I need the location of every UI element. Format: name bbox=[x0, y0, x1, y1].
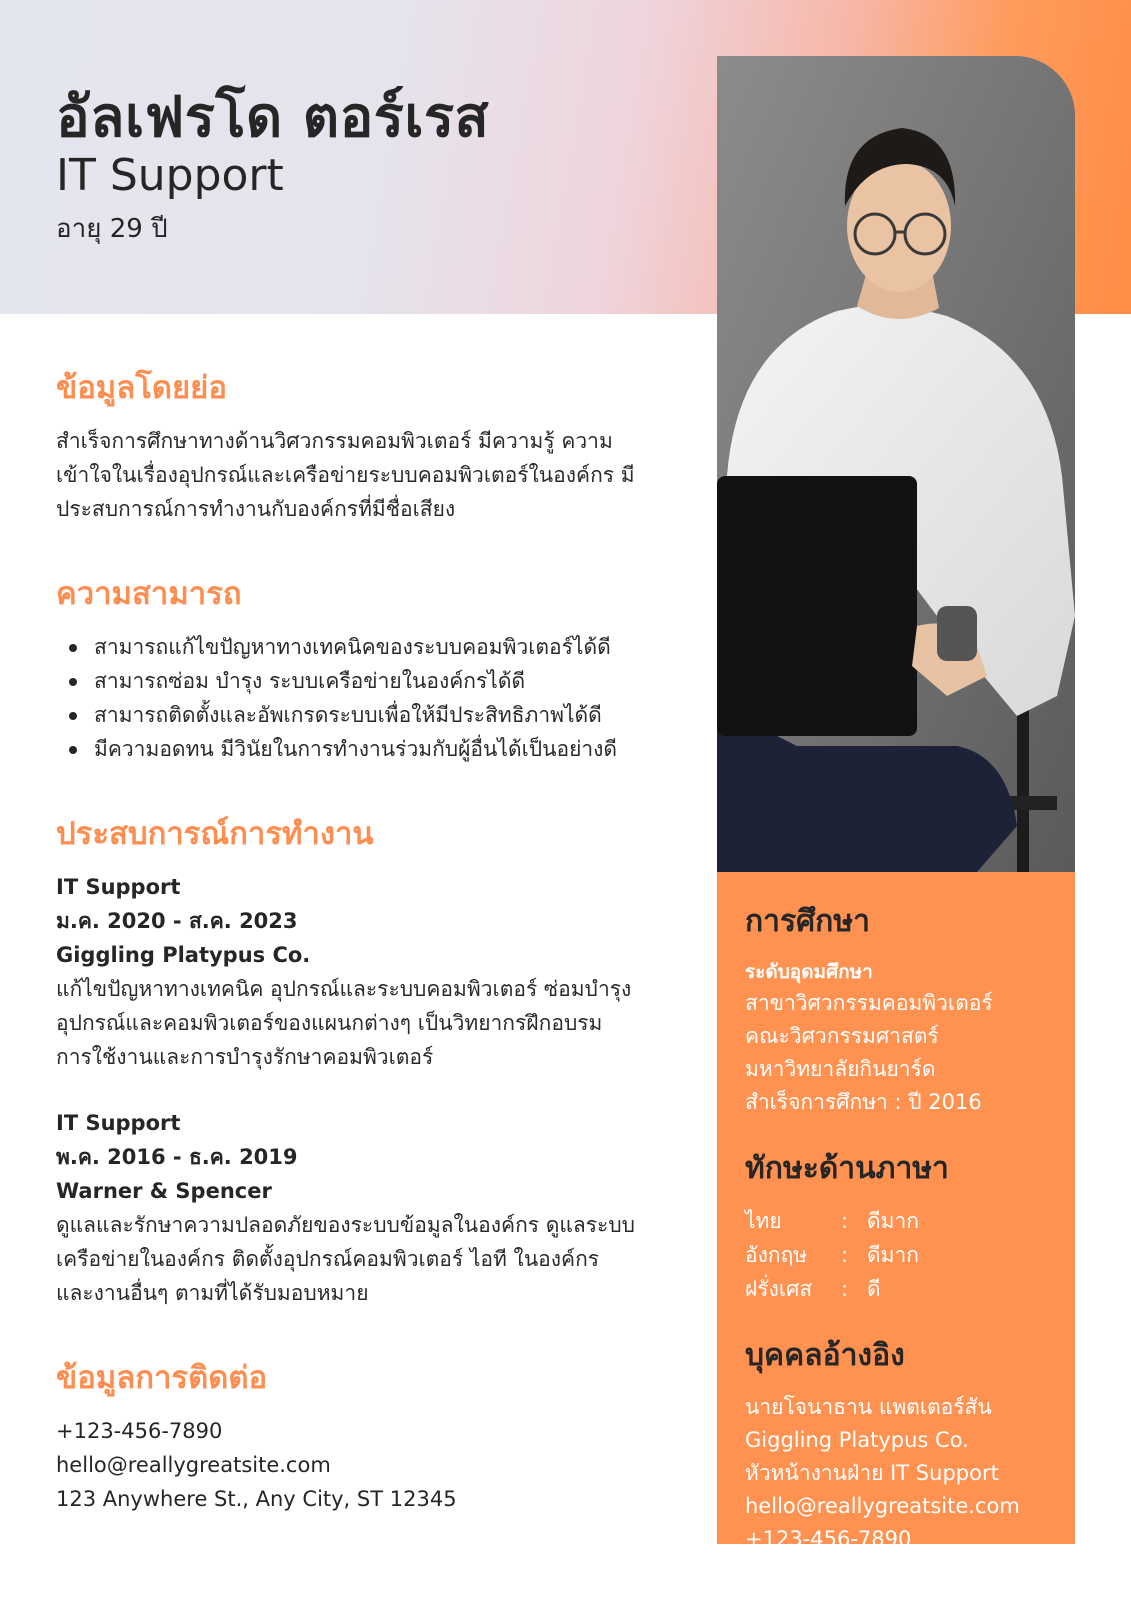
contact-section bbox=[56, 1352, 676, 1516]
job-entry-description: แก้ไขปัญหาทางเทคนิค อุปกรณ์และระบบคอมพิวเตอร์ ซ่อมบำรุง bbox=[56, 977, 632, 1001]
language-row bbox=[745, 1204, 1047, 1238]
summary-line: สำเร็จการศึกษาทางด้านวิศวกรรมคอมพิวเตอร์ มีความรู้ ความ bbox=[56, 429, 613, 453]
job-entry-period: พ.ค. 2016 - ธ.ค. 2019 bbox=[56, 1145, 298, 1169]
sidebar-panel bbox=[717, 872, 1075, 1551]
contact-phone: +123-456-7890 bbox=[56, 1419, 223, 1443]
summary-heading: ข้อมูลโดยย่อ bbox=[56, 370, 227, 406]
reference-email: hello@reallygreatsite.com bbox=[745, 1494, 1020, 1518]
education-line: คณะวิศวกรรมศาสตร์ bbox=[745, 1024, 939, 1048]
reference-name: นายโจนาธาน แพตเตอร์สัน bbox=[745, 1395, 992, 1419]
job-entry bbox=[56, 870, 676, 1074]
job-entry-company: Warner & Spencer bbox=[56, 1179, 272, 1203]
candidate-age: อายุ 29 ปี bbox=[56, 214, 168, 244]
summary-line: เข้าใจในเรื่องอุปกรณ์และเครือข่ายระบบคอมพิวเตอร์ในองค์กร มี bbox=[56, 463, 635, 487]
language-row bbox=[745, 1272, 1047, 1306]
language-row bbox=[745, 1238, 1047, 1272]
language-level: ดีมาก bbox=[867, 1243, 919, 1267]
language-level: ดี bbox=[867, 1277, 881, 1301]
languages-section bbox=[745, 1145, 1047, 1306]
contact-email: hello@reallygreatsite.com bbox=[56, 1453, 331, 1477]
language-level: ดีมาก bbox=[867, 1209, 919, 1233]
language-separator: : bbox=[841, 1277, 849, 1301]
job-entry-description: และงานอื่นๆ ตามที่ได้รับมอบหมาย bbox=[56, 1281, 369, 1305]
reference-heading: บุคคลอ้างอิง bbox=[745, 1338, 905, 1373]
contact-heading: ข้อมูลการติดต่อ bbox=[56, 1360, 268, 1396]
reference-position: หัวหน้างานฝ่าย IT Support bbox=[745, 1461, 999, 1485]
job-entry-title: IT Support bbox=[56, 1111, 181, 1135]
education-section bbox=[745, 898, 1047, 1119]
job-entry-title: IT Support bbox=[56, 875, 181, 899]
skills-section bbox=[56, 568, 676, 766]
job-entry-period: ม.ค. 2020 - ส.ค. 2023 bbox=[56, 909, 298, 933]
contact-address: 123 Anywhere St., Any City, ST 12345 bbox=[56, 1487, 457, 1511]
profile-photo bbox=[717, 56, 1075, 872]
skill-item: สามารถแก้ไขปัญหาทางเทคนิคของระบบคอมพิวเตอร์ได้ดี bbox=[56, 630, 676, 664]
languages-heading: ทักษะด้านภาษา bbox=[745, 1151, 949, 1186]
language-separator: : bbox=[841, 1243, 849, 1267]
profile-photo-illustration bbox=[717, 56, 1075, 872]
education-line: สาขาวิศวกรรมคอมพิวเตอร์ bbox=[745, 991, 993, 1015]
job-entry-company: Giggling Platypus Co. bbox=[56, 943, 311, 967]
candidate-name: อัลเฟรโด ตอร์เรส bbox=[56, 85, 490, 150]
job-title: IT Support bbox=[56, 150, 284, 201]
language-separator: : bbox=[841, 1209, 849, 1233]
main-column bbox=[56, 362, 676, 1558]
skill-item: มีความอดทน มีวินัยในการทำงานร่วมกับผู้อื่นได้เป็นอย่างดี bbox=[56, 732, 676, 766]
skill-item: สามารถติดตั้งและอัพเกรดระบบเพื่อให้มีประสิทธิภาพได้ดี bbox=[56, 698, 676, 732]
education-level: ระดับอุดมศึกษา bbox=[745, 961, 873, 983]
reference-phone: +123-456-7890 bbox=[745, 1527, 912, 1551]
reference-section bbox=[745, 1332, 1047, 1556]
skill-item: สามารถซ่อม บำรุง ระบบเครือข่ายในองค์กรได้ดี bbox=[56, 664, 676, 698]
education-line: มหาวิทยาลัยกินยาร์ด bbox=[745, 1057, 936, 1081]
job-entry-description: ดูแลและรักษาความปลอดภัยของระบบข้อมูลในองค์กร ดูแลระบบ bbox=[56, 1213, 635, 1237]
experience-heading: ประสบการณ์การทำงาน bbox=[56, 816, 374, 852]
language-name: อังกฤษ bbox=[745, 1243, 808, 1267]
education-heading: การศึกษา bbox=[745, 904, 870, 939]
experience-section bbox=[56, 808, 676, 1310]
language-name: ไทย bbox=[745, 1209, 782, 1233]
job-entry-description: การใช้งานและการบำรุงรักษาคอมพิวเตอร์ bbox=[56, 1045, 434, 1069]
summary-section bbox=[56, 362, 676, 526]
job-entry bbox=[56, 1106, 676, 1310]
summary-line: ประสบการณ์การทำงานกับองค์กรที่มีชื่อเสียง bbox=[56, 497, 456, 521]
skills-heading: ความสามารถ bbox=[56, 576, 242, 612]
education-line: สำเร็จการศึกษา : ปี 2016 bbox=[745, 1090, 982, 1114]
language-name: ฝรั่งเศส bbox=[745, 1277, 813, 1301]
job-entry-description: เครือข่ายในองค์กร ติดตั้งอุปกรณ์คอมพิวเตอร์ ไอที ในองค์กร bbox=[56, 1247, 600, 1271]
job-entry-description: อุปกรณ์และคอมพิวเตอร์ของแผนกต่างๆ เป็นวิทยากรฝึกอบรม bbox=[56, 1011, 603, 1035]
reference-company: Giggling Platypus Co. bbox=[745, 1428, 969, 1452]
skills-list bbox=[56, 630, 676, 766]
